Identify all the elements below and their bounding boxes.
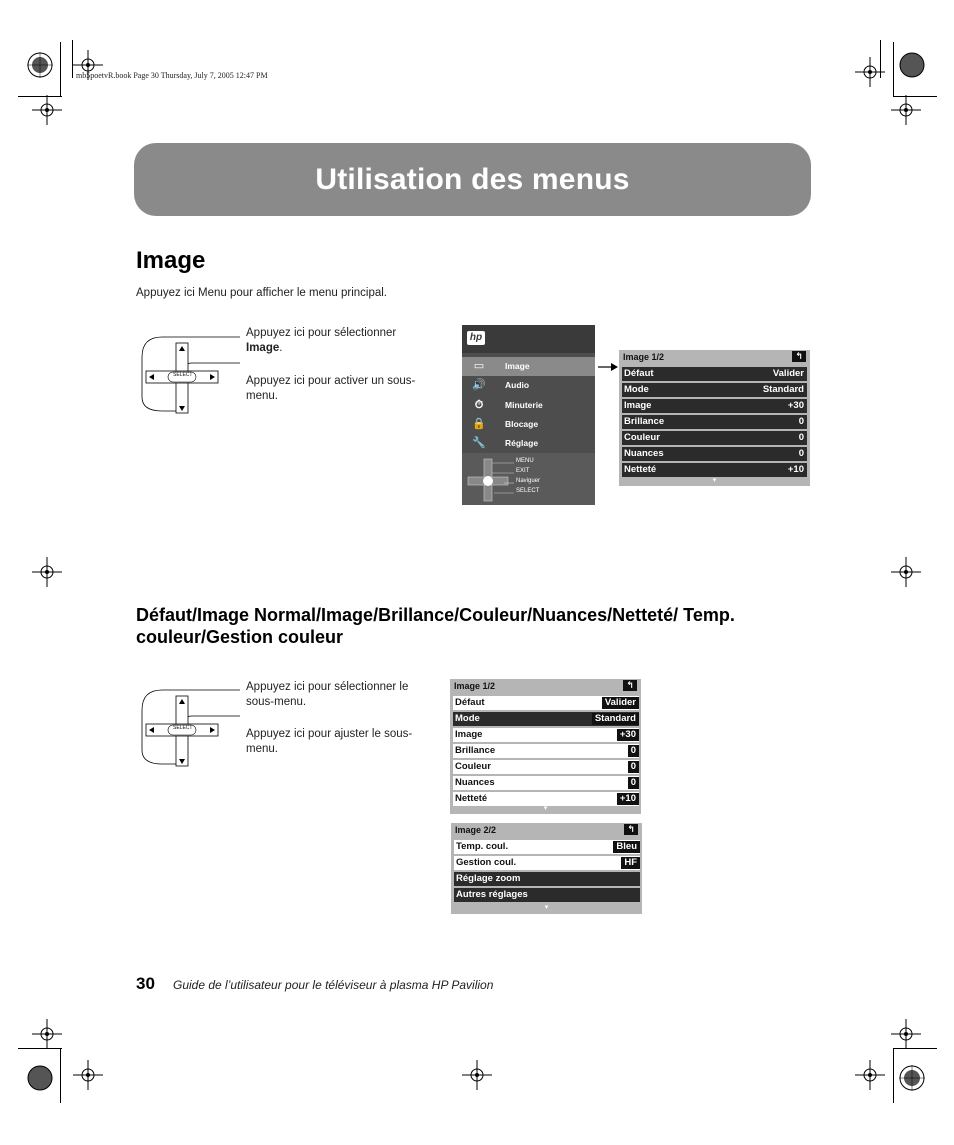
crop-line [60,1048,61,1103]
main-menu-panel [462,325,595,505]
crosshair-icon [32,1019,62,1049]
submenu-row-defaut[interactable]: Défaut Valider [622,367,807,381]
submenu-row-image[interactable]: Image +30 [453,728,639,742]
menu-item-reglage[interactable]: 🔧 Réglage [472,437,539,449]
crosshair-icon [462,1060,492,1090]
submenu-row-mode[interactable]: Mode Standard [622,383,807,397]
scroll-down-icon[interactable]: ▾ [543,805,548,812]
mini-dpad-icon [464,455,514,505]
submenu-row-defaut[interactable]: Défaut Valider [453,696,639,710]
desc-select-submenu: Appuyez ici pour sélectionner le sous-menu. [246,681,409,708]
remote-select-label: SELECT [173,372,193,378]
submenu-image-1-detail [450,679,641,814]
scroll-down-icon[interactable]: ▾ [712,477,717,484]
submenu-row-mode[interactable]: Mode Standard [453,712,639,726]
arrow-right-icon [598,362,618,372]
submenu-image-1 [619,350,810,486]
crosshair-icon [855,57,885,87]
back-icon[interactable]: ↰ [792,351,806,362]
legend-navigate: Naviguer [516,478,541,484]
main-menu-header [462,325,595,353]
back-icon[interactable]: ↰ [624,824,638,835]
submenu-row-nettete[interactable]: Netteté +10 [453,792,639,806]
registration-mark-icon [25,1063,55,1093]
remote-dpad-diagram [140,680,240,770]
submenu-row-brillance[interactable]: Brillance 0 [453,744,639,758]
section-heading-image: Image [136,247,206,274]
page-number: 30 [136,974,155,993]
remote-dpad-diagram [140,327,240,417]
submenu-row-gestion-coul[interactable]: Gestion coul. HF [454,856,640,870]
submenu-row-nettete[interactable]: Netteté +10 [622,463,807,477]
hp-logo-icon: hp [467,331,485,345]
submenu-row-nuances[interactable]: Nuances 0 [453,776,639,790]
submenu-row-couleur[interactable]: Couleur 0 [622,431,807,445]
crop-line [893,42,894,97]
submenu-row-nuances[interactable]: Nuances 0 [622,447,807,461]
submenu-row-autres-reglages[interactable]: Autres réglages [454,888,640,902]
picture-icon: ▭ [473,360,485,372]
crop-line [60,42,61,97]
section-heading-submenus: Défaut/Image Normal/Image/Brillance/Couleur/Nuances/Netteté/ Temp. couleur/Gestion couleur [136,605,735,647]
crosshair-icon [32,557,62,587]
legend-exit: EXIT [516,468,530,474]
desc-select-image: Appuyez ici pour sélectionner Image. [246,327,397,354]
crosshair-icon [32,95,62,125]
remote-select-label: SELECT [173,725,193,731]
back-icon[interactable]: ↰ [623,680,637,691]
submenu-row-reglage-zoom[interactable]: Réglage zoom [454,872,640,886]
crosshair-icon [891,95,921,125]
menu-item-image[interactable]: ▭ Image [462,357,595,376]
submenu-row-temp-coul[interactable]: Temp. coul. Bleu [454,840,640,854]
crosshair-icon [855,1060,885,1090]
crosshair-icon [891,557,921,587]
submenu-row-brillance[interactable]: Brillance 0 [622,415,807,429]
submenu-row-image[interactable]: Image +30 [622,399,807,413]
submenu-header: Image 1/2 ↰ [450,679,641,693]
registration-mark-icon [897,1063,927,1093]
speaker-icon: 🔊 [472,379,486,391]
intro-text: Appuyez ici Menu pour afficher le menu principal. [136,287,388,299]
legend-menu: MENU [516,458,534,464]
timer-icon: ⏱ [474,399,484,411]
submenu-header: Image 2/2 ↰ [451,823,642,837]
page-title: Utilisation des menus [315,162,630,196]
menu-item-blocage[interactable]: 🔒 Blocage [472,418,539,430]
legend-select: SELECT [516,488,540,494]
title-banner [134,143,811,216]
wrench-icon: 🔧 [472,437,486,449]
footer-guide-text: Guide de l’utilisateur pour le téléviseur à plasma HP Pavilion [173,978,494,992]
menu-item-minuterie[interactable]: ⏱ Minuterie [462,396,595,415]
scroll-down-icon[interactable]: ▾ [544,904,549,911]
main-menu-legend [462,453,595,505]
submenu-image-2 [451,823,642,914]
highlight-image: Image [246,342,280,354]
book-info: mb5poetvR.book Page 30 Thursday, July 7, 2005 12:47 PM [76,71,268,80]
submenu-row-couleur[interactable]: Couleur 0 [453,760,639,774]
desc-activate-submenu: Appuyez ici pour activer un sous-menu. [246,375,416,402]
crop-line [893,1048,894,1103]
crosshair-icon [73,1060,103,1090]
registration-mark-icon [25,50,55,80]
desc-adjust-submenu: Appuyez ici pour ajuster le sous-menu. [246,728,413,755]
menu-item-audio[interactable]: 🔊 Audio [472,379,530,391]
lock-icon: 🔒 [472,418,486,430]
submenu-header: Image 1/2 ↰ [619,350,810,364]
crosshair-icon [891,1019,921,1049]
registration-mark-icon [897,50,927,80]
